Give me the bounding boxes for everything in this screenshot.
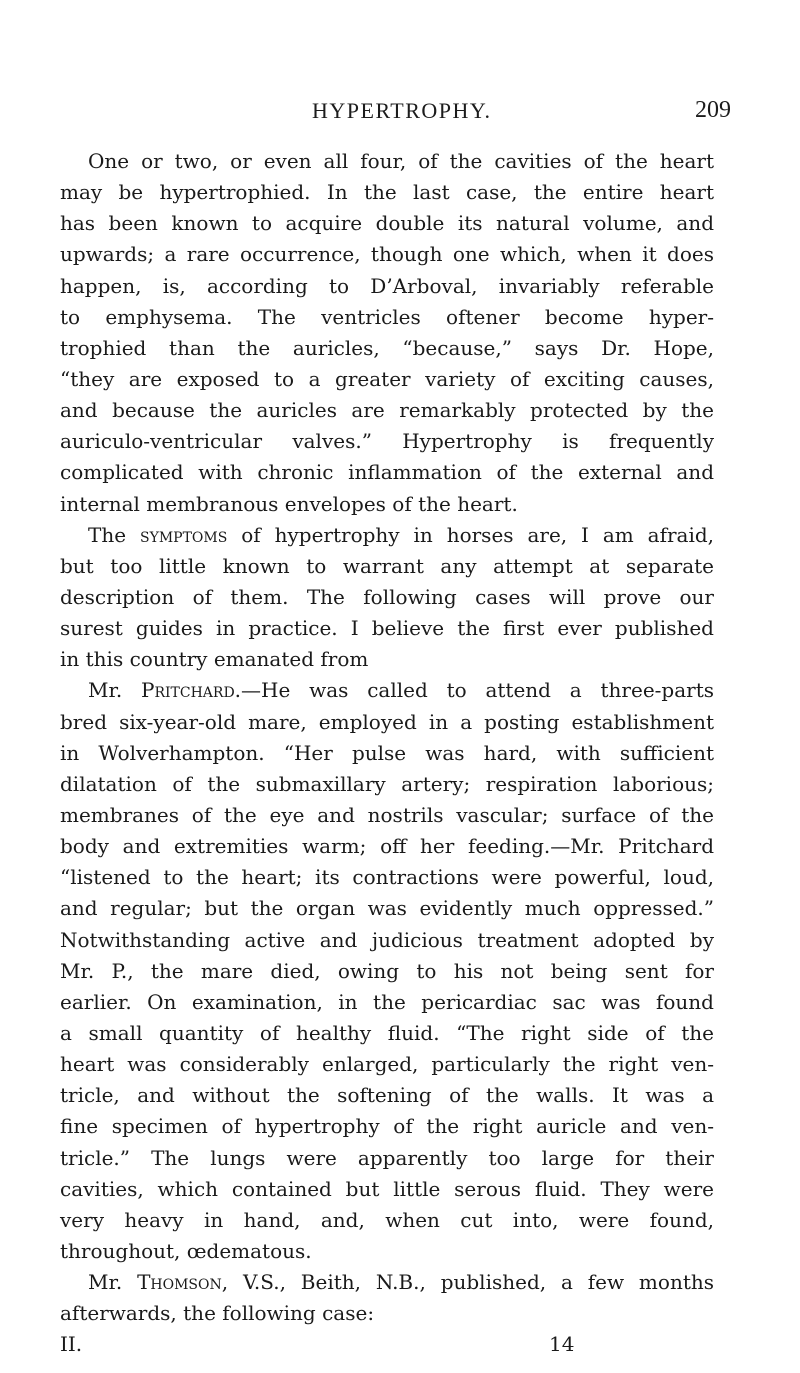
text-line: has been known to acquire double its natural volume, and [60,211,714,236]
text-line: in this country emanated from [60,647,369,672]
text-line: “listened to the heart; its contractions were powerful, loud, [60,865,714,890]
text-line: tricle.” The lungs were apparently too large for their [60,1145,714,1170]
text-line: auriculo-ventricular valves.” Hypertrophy is frequently [60,429,714,454]
body-text [60,146,714,1329]
text-line: body and extremities warm; off her feeding.—Mr. Pritchard [60,834,714,859]
text-line: to emphysema. The ventricles oftener become hyper- [60,304,714,329]
text-line: and because the auricles are remarkably protected by the [60,398,714,423]
text-line: a small quantity of healthy fluid. “The right side of the [60,1020,714,1045]
text-line: throughout, œdematous. [60,1238,312,1263]
text-line: Notwithstanding active and judicious treatment adopted by [60,927,714,952]
signature-mark: II. [60,1332,83,1356]
running-head [0,98,800,128]
text-line: may be hypertrophied. In the last case, the entire heart [60,180,714,205]
text-run: The [88,522,127,547]
text-line: “they are exposed to a greater variety of exciting causes, [60,366,714,391]
symptoms-heading: symptoms [139,522,228,547]
text-line: internal membranous envelopes of the heart. [60,491,518,516]
text-run: —He was called to attend a three-parts [241,678,714,703]
text-line: in Wolverhampton. “Her pulse was hard, with sufficient [60,740,714,765]
text-line [60,675,714,706]
text-line: One or two, or even all four, of the cavities of the heart [88,149,714,173]
text-line: dilatation of the submaxillary artery; respiration laborious; [60,771,714,796]
text-line [60,1267,714,1298]
running-title: HYPERTROPHY. [312,98,492,123]
text-line: very heavy in hand, and, when cut into, were found, [60,1207,714,1232]
text-line: cavities, which contained but little serous fluid. They were [60,1176,714,1201]
text-line: bred six-year-old mare, employed in a posting establishment [60,709,714,734]
text-run: Mr. [88,678,123,703]
text-line: earlier. On examination, in the pericardiac sac was found [60,989,714,1014]
text-line: happen, is, according to D’Arboval, invariably referable [60,273,714,298]
text-line: description of them. The following cases will prove our [60,584,714,609]
thomson-heading: Thomson [137,1270,222,1295]
text-line: heart was considerably enlarged, particularly the right ven- [60,1052,714,1077]
text-run: , V.S., Beith, N.B., published, a few months [221,1270,714,1295]
text-line: upwards; a rare occurrence, though one which, when it does [60,242,714,267]
text-line: membranes of the eye and nostrils vascular; surface of the [60,802,714,827]
page-footer [0,1332,800,1362]
text-run: of hypertrophy in horses are, I am afraid, [241,522,715,547]
page-number: 209 [695,97,731,123]
text-run: Mr. [88,1270,123,1295]
text-line: trophied than the auricles, “because,” says Dr. Hope, [60,335,714,360]
text-line: but too little known to warrant any attempt at separate [60,553,714,578]
text-line: surest guides in practice. I believe the first ever published [60,616,714,641]
text-line: afterwards, the following case: [60,1301,375,1326]
text-line: fine specimen of hypertrophy of the right auricle and ven- [60,1114,714,1139]
text-line [60,520,714,551]
text-line: Mr. P., the mare died, owing to his not being sent for [60,958,714,983]
pritchard-heading: Pritchard. [141,678,242,703]
text-line: tricle, and without the softening of the walls. It was a [60,1083,714,1108]
sheet-number: 14 [549,1332,575,1356]
text-line: and regular; but the organ was evidently much oppressed.” [60,896,714,921]
text-line: complicated with chronic inflammation of the external and [60,460,714,485]
